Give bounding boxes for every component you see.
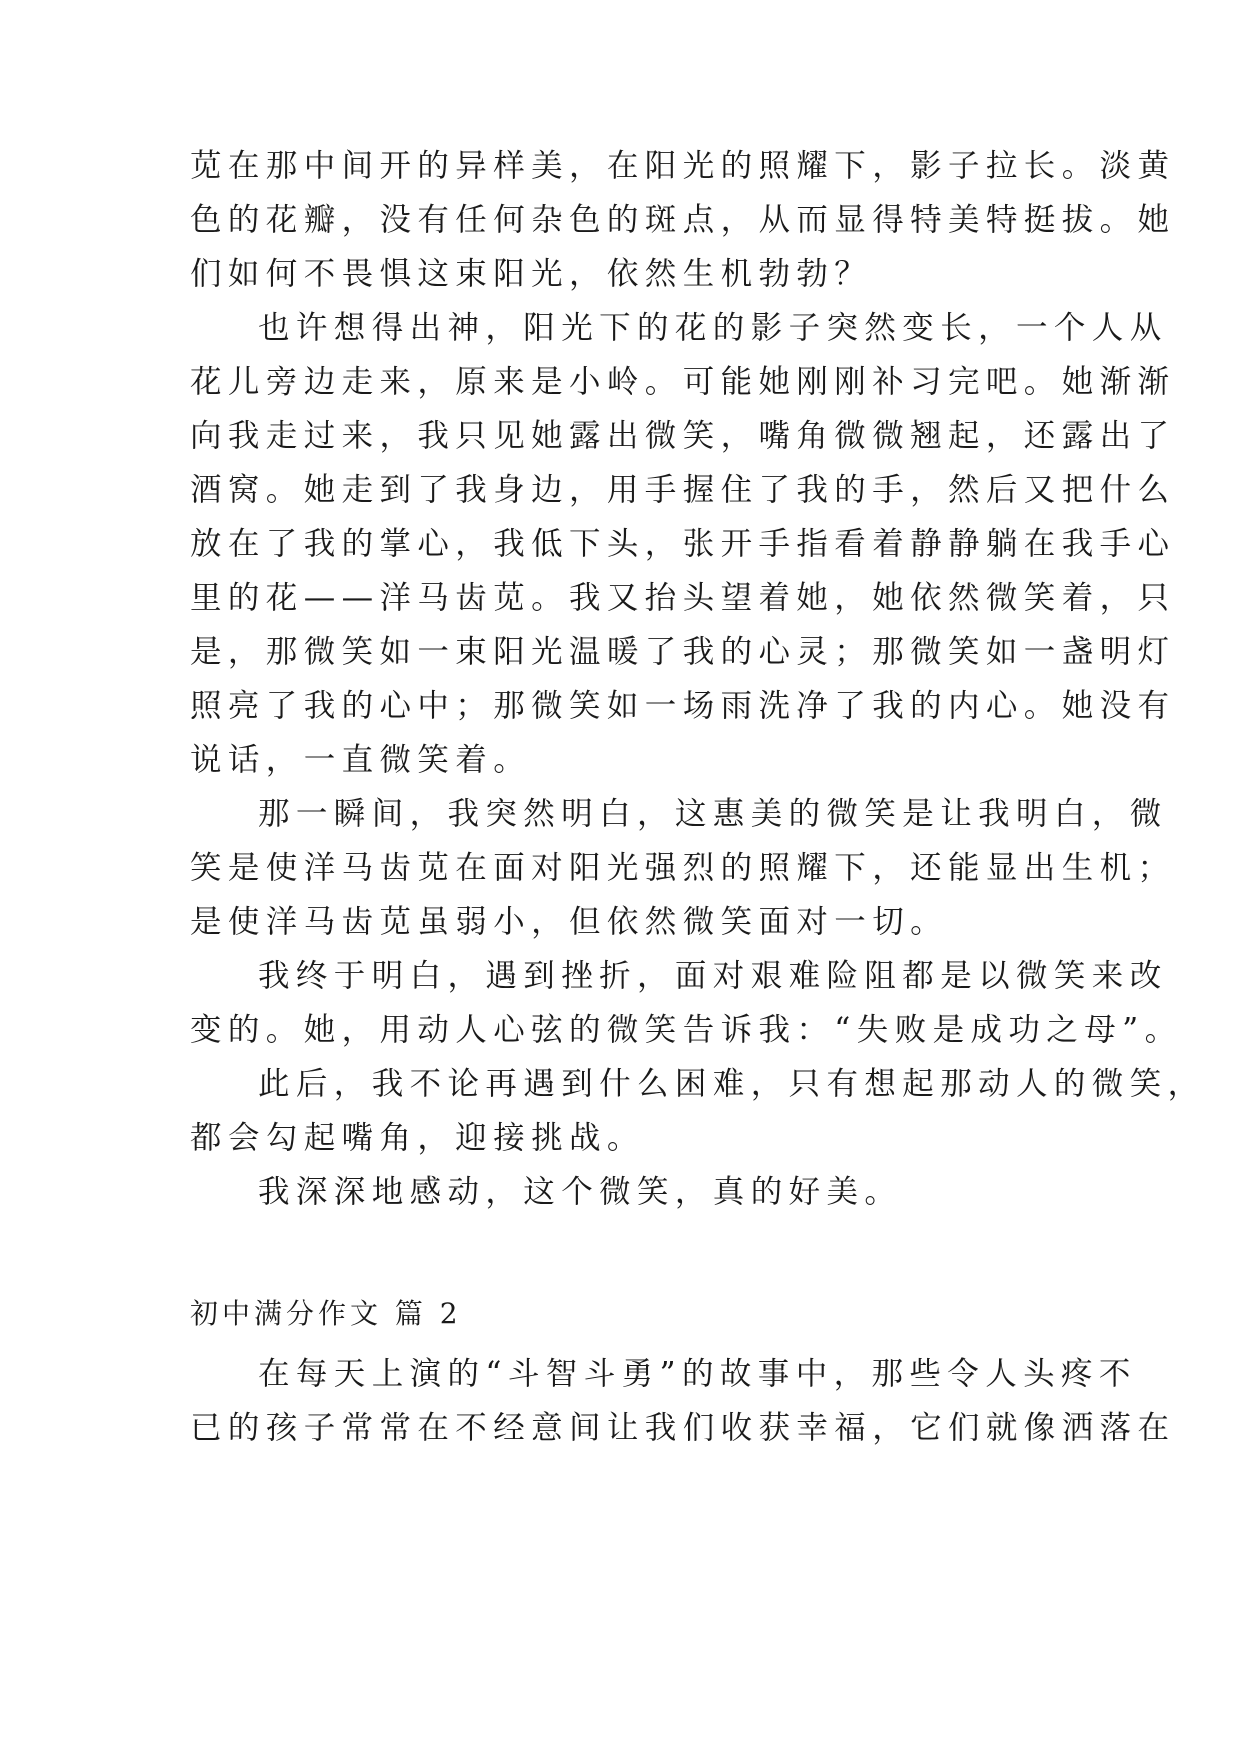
text-line: 花儿旁边走来，原来是小岭。可能她刚刚补习完吧。她渐渐 bbox=[190, 364, 1176, 400]
text-line: 变的。她，用动人心弦的微笑告诉我：“失败是成功之母”。 bbox=[190, 1012, 1183, 1048]
text-line: 放在了我的掌心，我低下头，张开手指看着静静躺在我手心 bbox=[190, 526, 1176, 562]
text-line: 苋在那中间开的异样美，在阳光的照耀下，影子拉长。淡黄 bbox=[190, 148, 1176, 184]
text-line: 在每天上演的“斗智斗勇”的故事中，那些令人头疼不 bbox=[258, 1356, 1137, 1392]
text-line: 们如何不畏惧这束阳光，依然生机勃勃？ bbox=[190, 256, 873, 292]
text-line: 笑是使洋马齿苋在面对阳光强烈的照耀下，还能显出生机； bbox=[190, 850, 1176, 886]
text-line: 是，那微笑如一束阳光温暖了我的心灵；那微笑如一盏明灯 bbox=[190, 634, 1176, 670]
text-line: 说话，一直微笑着。 bbox=[190, 742, 532, 778]
text-line: 向我走过来，我只见她露出微笑，嘴角微微翘起，还露出了 bbox=[190, 418, 1176, 454]
text-line: 照亮了我的心中；那微笑如一场雨洗净了我的内心。她没有 bbox=[190, 688, 1176, 724]
section-heading: 初中满分作文 篇 2 bbox=[190, 1297, 462, 1330]
text-line: 那一瞬间，我突然明白，这惠美的微笑是让我明白，微 bbox=[258, 796, 1168, 832]
text-line: 我深深地感动，这个微笑，真的好美。 bbox=[258, 1174, 903, 1210]
text-line: 是使洋马齿苋虽弱小，但依然微笑面对一切。 bbox=[190, 904, 949, 940]
text-line: 都会勾起嘴角，迎接挑战。 bbox=[190, 1120, 645, 1156]
text-line: 我终于明白，遇到挫折，面对艰难险阻都是以微笑来改 bbox=[258, 958, 1168, 994]
text-line: 也许想得出神，阳光下的花的影子突然变长，一个人从 bbox=[258, 310, 1168, 346]
text-line: 已的孩子常常在不经意间让我们收获幸福，它们就像洒落在 bbox=[190, 1410, 1176, 1446]
text-line: 此后，我不论再遇到什么困难，只有想起那动人的微笑， bbox=[258, 1066, 1206, 1102]
text-line: 酒窝。她走到了我身边，用手握住了我的手，然后又把什么 bbox=[190, 472, 1176, 508]
text-line: 色的花瓣，没有任何杂色的斑点，从而显得特美特挺拔。她 bbox=[190, 202, 1176, 238]
text-line: 里的花——洋马齿苋。我又抬头望着她，她依然微笑着，只 bbox=[190, 580, 1176, 616]
